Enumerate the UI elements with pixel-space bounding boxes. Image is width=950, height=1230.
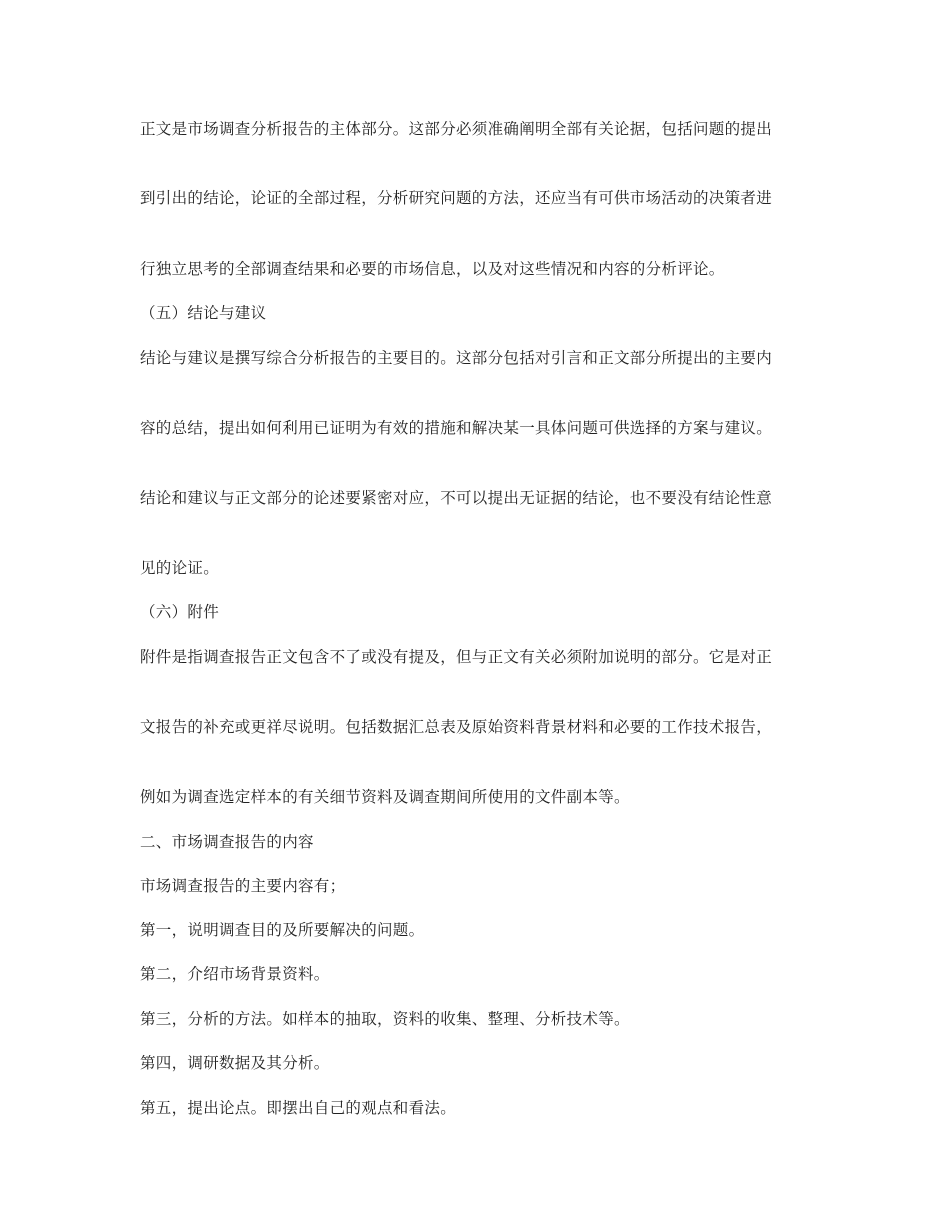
list-item-third: 第三，分析的方法。如样本的抽取，资料的收集、整理、分析技术等。 — [140, 1010, 630, 1028]
paragraph-body-intro: 正文是市场调查分析报告的主体部分。这部分必须准确阐明全部有关论据，包括问题的提出 — [140, 120, 773, 138]
paragraph-conclusion-end: 见的论证。 — [140, 559, 220, 577]
paragraph-appendix-intro: 附件是指调查报告正文包含不了或没有提及，但与正文有关必须附加说明的部分。它是对正 — [140, 648, 773, 666]
list-item-first: 第一，说明调查目的及所要解决的问题。 — [140, 921, 425, 939]
paragraph-conclusion-summary: 容的总结，提出如何利用已证明为有效的措施和解决某一具体问题可供选择的方案与建议。 — [140, 419, 773, 437]
section-heading-appendix: （六）附件 — [140, 603, 220, 621]
paragraph-body-continued: 到引出的结论，论证的全部过程，分析研究问题的方法，还应当有可供市场活动的决策者进 — [140, 189, 773, 207]
paragraph-appendix-example: 例如为调查选定样本的有关细节资料及调查期间所使用的文件副本等。 — [140, 788, 630, 806]
paragraph-report-content-lead: 市场调查报告的主要内容有； — [140, 877, 346, 895]
paragraph-appendix-supplement: 文报告的补充或更祥尽说明。包括数据汇总表及原始资料背景材料和必要的工作技术报告， — [140, 718, 773, 736]
section-heading-conclusion: （五）结论与建议 — [140, 304, 267, 322]
section-heading-report-content: 二、市场调查报告的内容 — [140, 833, 314, 851]
list-item-fourth: 第四，调研数据及其分析。 — [140, 1054, 330, 1072]
list-item-fifth: 第五，提出论点。即摆出自己的观点和看法。 — [140, 1099, 457, 1117]
list-item-second: 第二，介绍市场背景资料。 — [140, 965, 330, 983]
paragraph-body-end: 行独立思考的全部调查结果和必要的市场信息，以及对这些情况和内容的分析评论。 — [140, 260, 725, 278]
paragraph-conclusion-correspondence: 结论和建议与正文部分的论述要紧密对应，不可以提出无证据的结论，也不要没有结论性意 — [140, 489, 773, 507]
paragraph-conclusion-intro: 结论与建议是撰写综合分析报告的主要目的。这部分包括对引言和正文部分所提出的主要内 — [140, 349, 773, 367]
